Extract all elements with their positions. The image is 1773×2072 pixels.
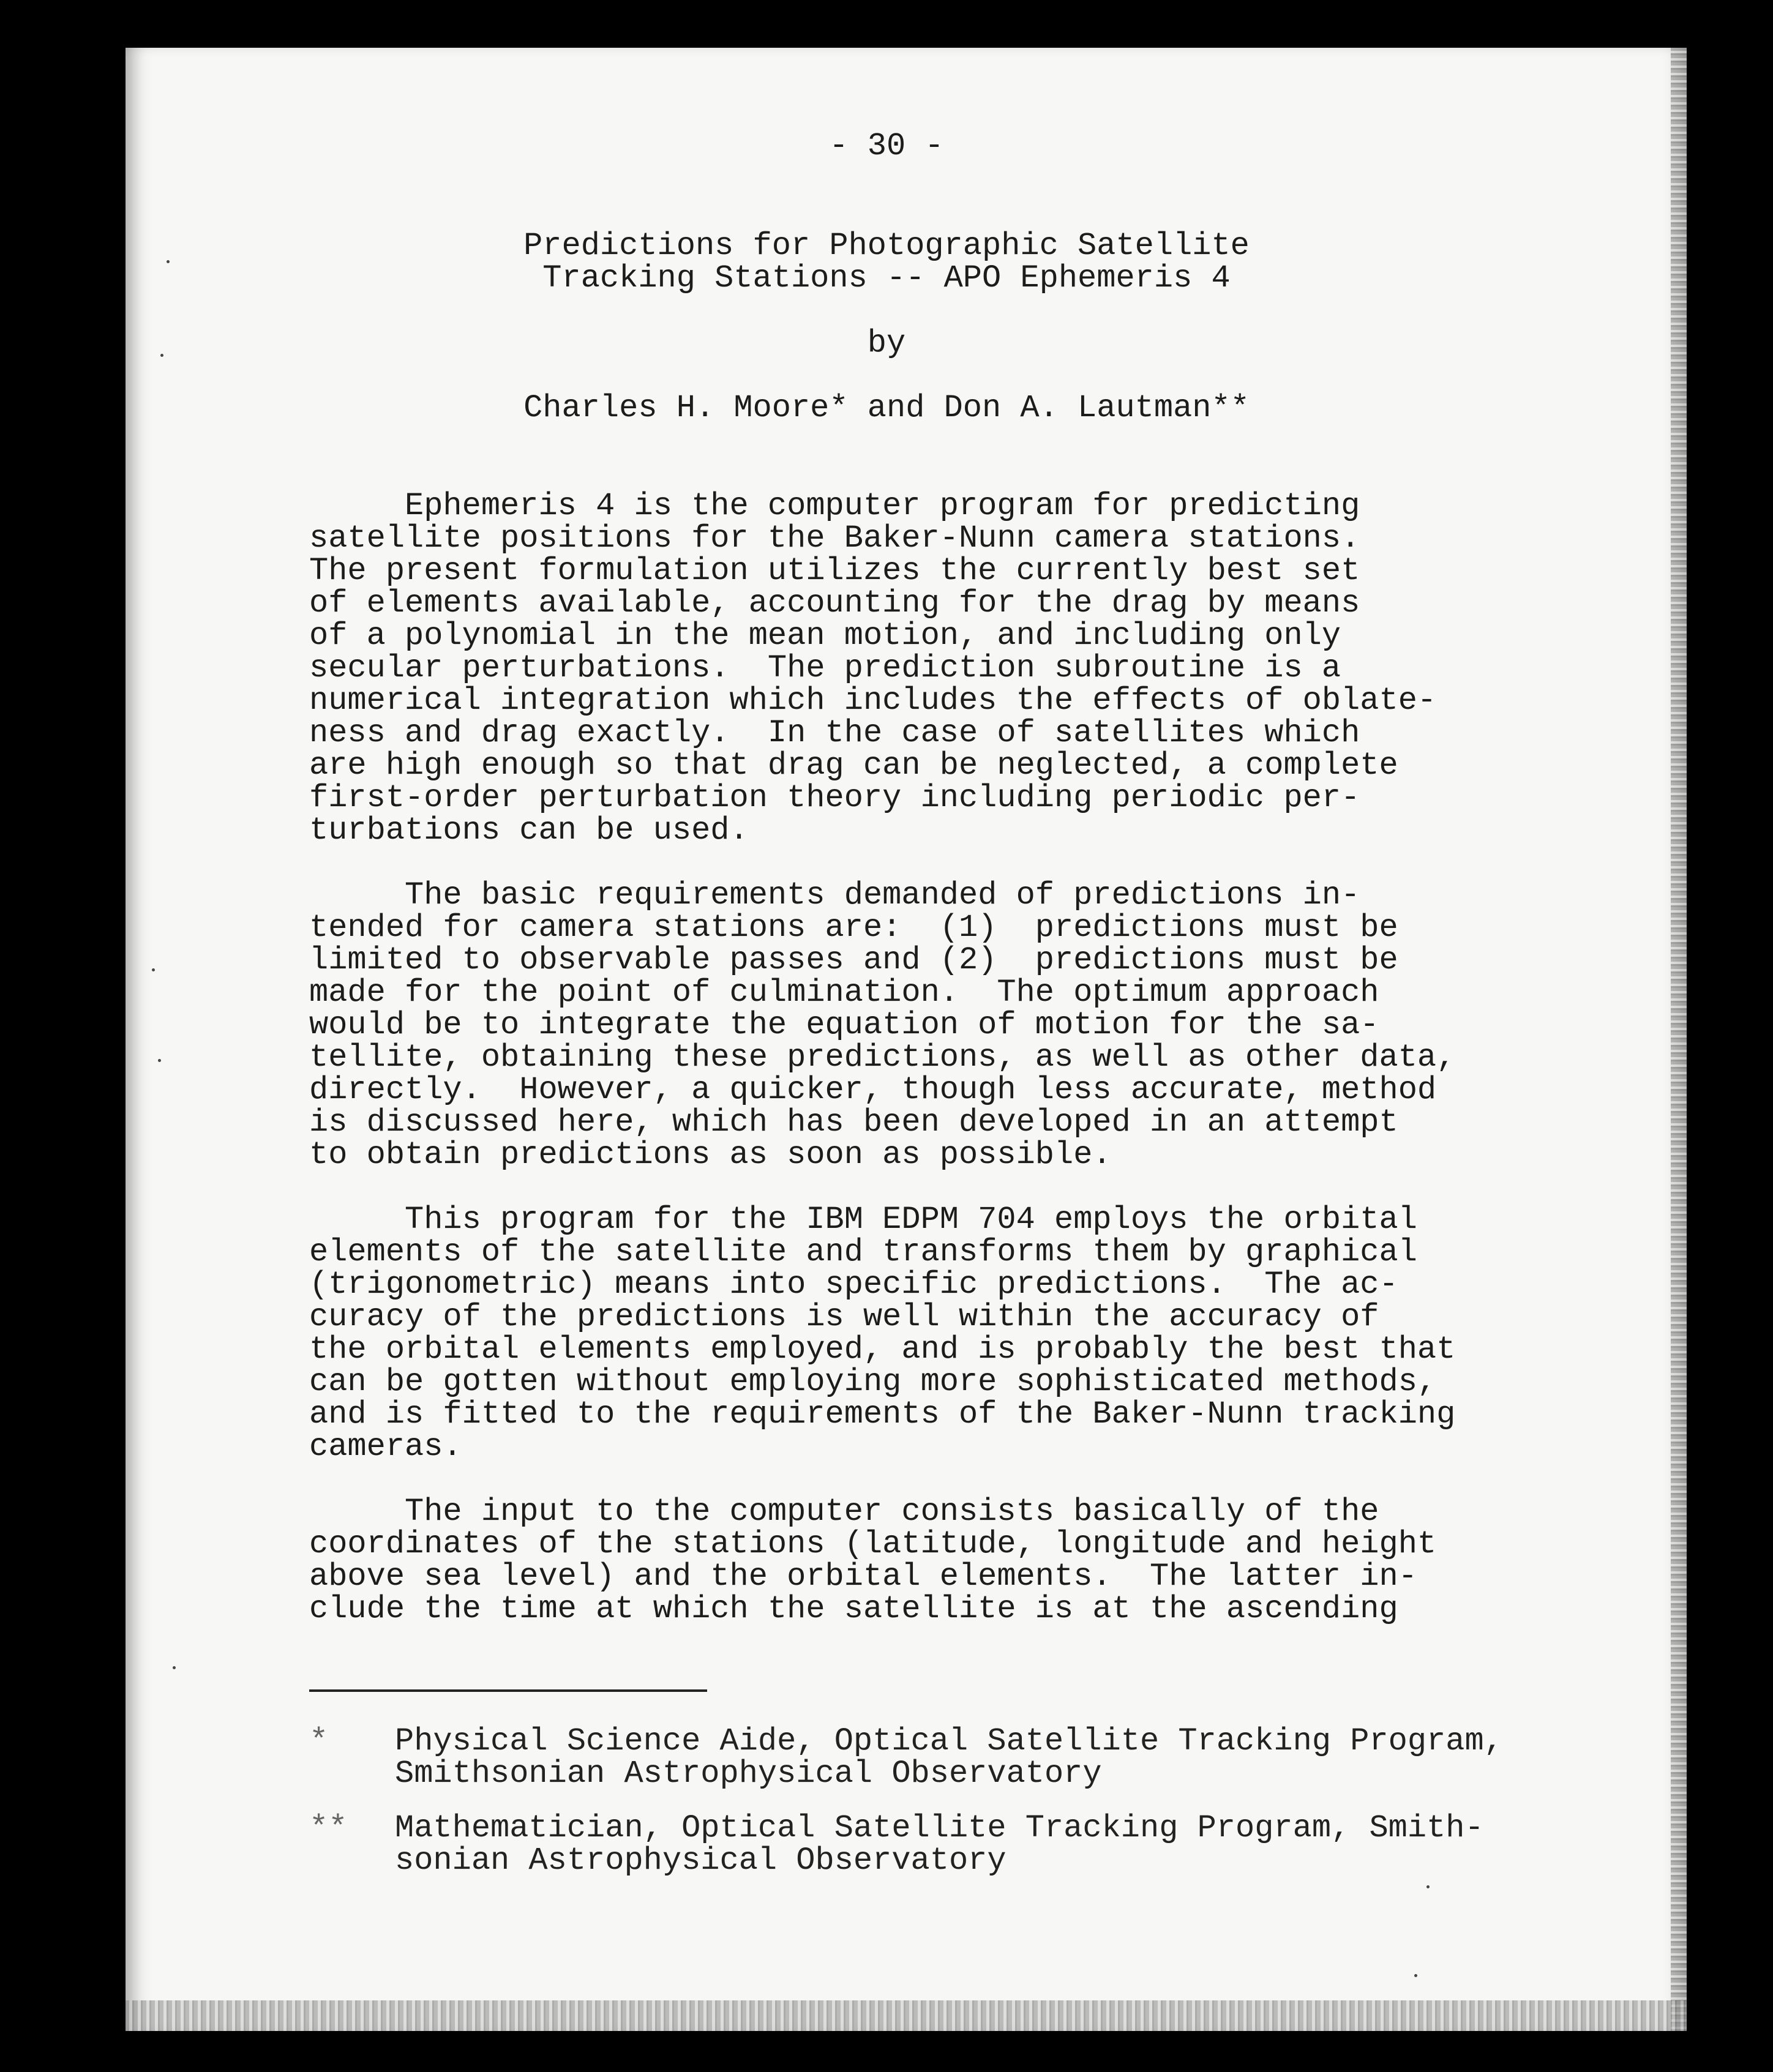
paragraph-line: satellite positions for the Baker-Nunn camera stations. [309,520,1360,556]
paragraph-line: directly. However, a quicker, though less accurate, method [309,1072,1437,1108]
paragraph-line: would be to integrate the equation of motion for the sa- [309,1007,1379,1043]
scan-speck [152,968,155,971]
scan-speck [1414,1974,1417,1977]
footnote-line: sonian Astrophysical Observatory [395,1842,1006,1879]
paragraph-line: The basic requirements demanded of predictions in- [309,877,1360,913]
paragraph-line: (trigonometric) means into specific predictions. The ac- [309,1266,1398,1303]
paragraph-line: and is fitted to the requirements of the Baker-Nunn tracking [309,1396,1456,1432]
paragraph-line: The input to the computer consists basically of the [309,1494,1379,1530]
scan-speck [167,260,170,263]
paragraph-line: secular perturbations. The prediction subroutine is a [309,650,1341,686]
paragraph-line: numerical integration which includes the effects of oblate- [309,683,1437,719]
scan-speck [160,354,163,357]
paragraph-line: to obtain predictions as soon as possible. [309,1137,1112,1173]
title-line-2: Tracking Stations -- APO Ephemeris 4 [542,260,1231,296]
paragraph-line: coordinates of the stations (latitude, longitude and height [309,1526,1437,1562]
paragraph-line: first-order perturbation theory including periodic per- [309,780,1360,816]
paragraph-line: The present formulation utilizes the currently best set [309,553,1360,589]
paragraph-line: tended for camera stations are: (1) predictions must be [309,910,1398,946]
paragraph-line: of elements available, accounting for the drag by means [309,585,1360,621]
scan-speck [158,1059,161,1062]
paragraph-line: Ephemeris 4 is the computer program for predicting [309,488,1360,524]
paragraph-line: tellite, obtaining these predictions, as well as other data, [309,1039,1456,1075]
title-line-1: Predictions for Photographic Satellite [523,228,1250,264]
paragraph-line: turbations can be used. [309,812,749,848]
page-number: - 30 - [829,128,944,164]
paragraph-line: above sea level) and the orbital elements. The latter in- [309,1558,1417,1595]
paragraph-line: limited to observable passes and (2) predictions must be [309,942,1398,978]
paragraph-line: curacy of the predictions is well within the accuracy of [309,1299,1379,1335]
paragraph-line: elements of the satellite and transforms them by graphical [309,1234,1417,1270]
footnote-mark: ** [309,1810,348,1846]
paragraph-line: clude the time at which the satellite is at the ascending [309,1591,1398,1627]
paragraph-line: cameras. [309,1429,462,1465]
paragraph-line: are high enough so that drag can be neglected, a complete [309,747,1398,784]
footnote-line: Physical Science Aide, Optical Satellite Tracking Program, [395,1723,1503,1759]
paragraph-line: This program for the IBM EDPM 704 employs the orbital [309,1202,1417,1238]
footnote-separator [309,1689,707,1692]
footnote-mark: * [309,1723,329,1759]
footnote-line: Smithsonian Astrophysical Observatory [395,1756,1102,1792]
scan-speck [1426,1885,1430,1888]
scan-speck [173,1666,176,1669]
paragraph-line: can be gotten without employing more sophisticated methods, [309,1364,1437,1400]
byline-by: by [867,325,906,361]
paragraph-line: ness and drag exactly. In the case of satellites which [309,715,1360,751]
paragraph-line: of a polynomial in the mean motion, and including only [309,618,1341,654]
footnote-line: Mathematician, Optical Satellite Tracking Program, Smith- [395,1810,1484,1846]
paragraph-line: made for the point of culmination. The optimum approach [309,974,1379,1011]
paragraph-line: is discussed here, which has been developed in an attempt [309,1104,1398,1140]
paragraph-line: the orbital elements employed, and is probably the best that [309,1331,1456,1367]
authors-line: Charles H. Moore* and Don A. Lautman** [523,390,1250,426]
